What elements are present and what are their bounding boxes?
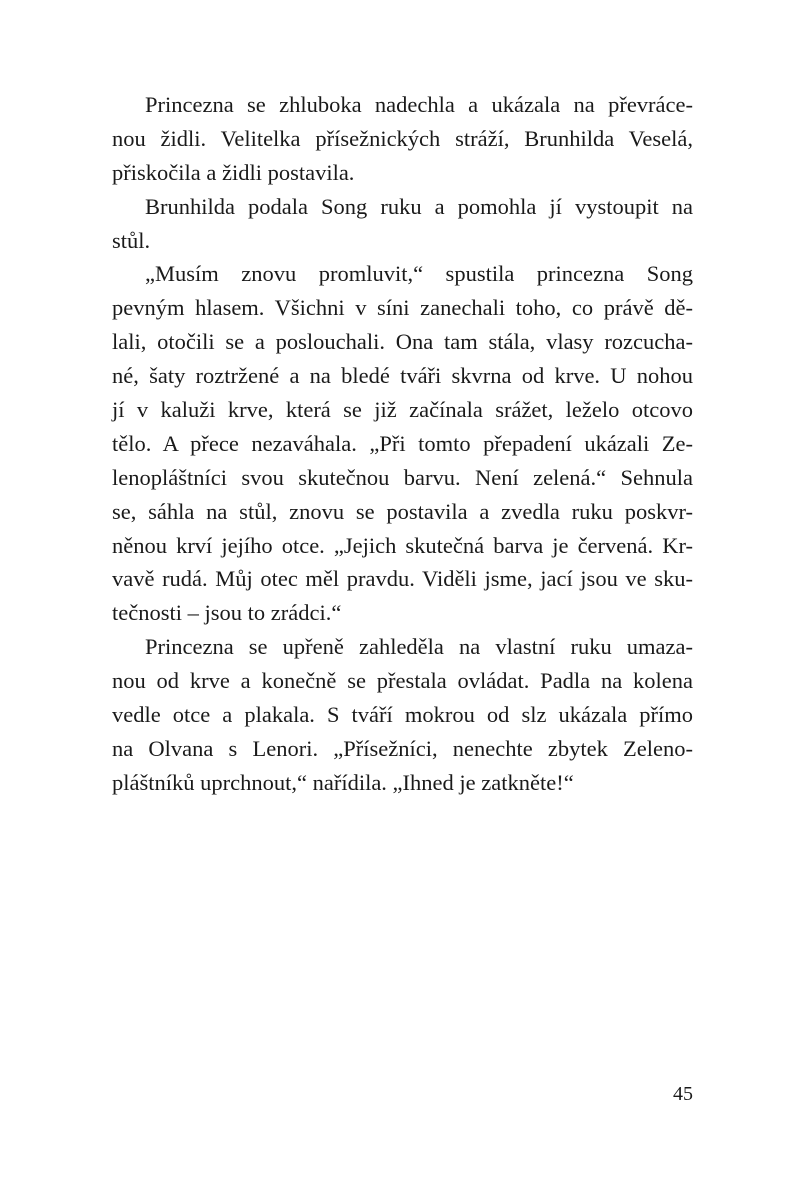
paragraph	[112, 88, 693, 190]
body-text	[112, 88, 693, 800]
text-line: vavě rudá. Můj otec měl pravdu. Viděli jsme, jací jsou ve sku-	[112, 566, 693, 592]
text-line: Princezna se upřeně zahleděla na vlastní ruku umaza-	[145, 634, 693, 660]
text-line: pevným hlasem. Všichni v síni zanechali toho, co právě dě-	[112, 295, 693, 321]
text-line: lenopláštníci svou skutečnou barvu. Není zelená.“ Sehnula	[112, 464, 693, 490]
page-number: 45	[673, 1083, 693, 1105]
text-line: jí v kaluži krve, která se již začínala srážet, leželo otcovo	[112, 397, 693, 423]
paragraph	[112, 257, 693, 630]
text-line: tělo. A přece nezaváhala. „Při tomto přepadení ukázali Ze-	[112, 430, 693, 456]
text-line: nou židli. Velitelka přísežnických stráží, Brunhilda Veselá,	[112, 125, 693, 151]
text-line: „Musím znovu promluvit,“ spustila princezna Song	[145, 261, 693, 287]
text-line: přiskočila a židli postavila.	[112, 159, 355, 185]
text-line: lali, otočili se a poslouchali. Ona tam stála, vlasy rozcucha-	[112, 329, 693, 355]
text-line: pláštníků uprchnout,“ nařídila. „Ihned je zatkněte!“	[112, 769, 574, 795]
text-line: se, sáhla na stůl, znovu se postavila a zvedla ruku poskvr-	[112, 498, 693, 524]
text-line: Brunhilda podala Song ruku a pomohla jí vystoupit na	[145, 193, 693, 219]
text-line: tečnosti – jsou to zrádci.“	[112, 600, 342, 626]
paragraph	[112, 190, 693, 258]
text-line: vedle otce a plakala. S tváří mokrou od slz ukázala přímo	[112, 702, 693, 728]
text-line: na Olvana s Lenori. „Přísežníci, nenechte zbytek Zeleno-	[112, 735, 693, 761]
text-line: stůl.	[112, 227, 151, 253]
text-line: nou od krve a konečně se přestala ovládat. Padla na kolena	[112, 668, 693, 694]
paragraph	[112, 630, 693, 799]
text-line: něnou krví jejího otce. „Jejich skutečná barva je červená. Kr-	[112, 532, 693, 558]
text-line: né, šaty roztržené a na bledé tváři skvrna od krve. U nohou	[112, 363, 693, 389]
text-line: Princezna se zhluboka nadechla a ukázala na převráce-	[145, 92, 693, 117]
